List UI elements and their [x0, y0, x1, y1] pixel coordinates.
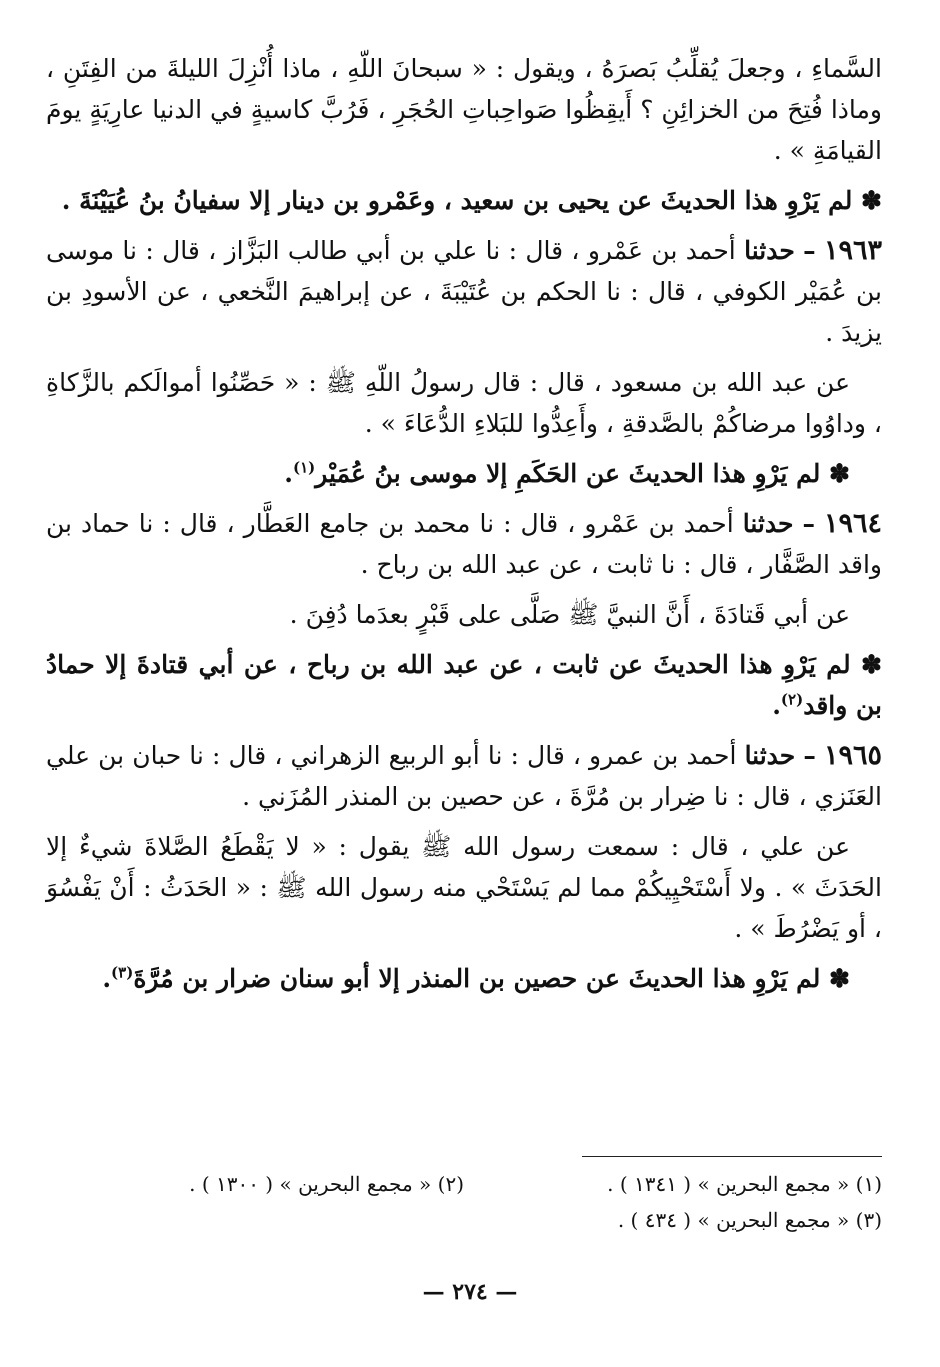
hadith-1964-matn: عن أبي قَتادَةَ ، أَنَّ النبيَّ ﷺ صَلَّى على قَبْرٍ بعدَما دُفِنَ . [289, 600, 850, 629]
hadith-1965-isnad [46, 735, 882, 817]
footnote-1: (١) « مجمع البحرين » ( ١٣٤١ ) . [607, 1172, 882, 1196]
hadith-number-1965: ١٩٦٥ [823, 740, 882, 771]
footnote-marker-2: (٢) [780, 690, 804, 709]
dash: – [802, 509, 815, 538]
narration-note-1963 [46, 453, 882, 494]
haddathana-label: حدثنا [744, 741, 796, 770]
isnad-text: أحمد بن عَمْرو ، قال : نا محمد بن جامع العَطَّار ، قال : نا حماد بن واقد الصَّفَّار ، قال : نا ثابت ، عن عبد الله بن رباح . [46, 509, 882, 579]
note-text: ✽ لم يَرْوِ هذا الحديثَ عن حصين بن المنذر إلا أبو سنان ضرار بن مُرَّةَ [133, 964, 850, 993]
note-end: . [284, 459, 293, 488]
hadith-number-1964: ١٩٦٤ [824, 508, 883, 539]
narration-note-1965 [46, 958, 882, 999]
isnad-text: أحمد بن عمرو ، قال : نا أبو الربيع الزهراني ، قال : نا حبان بن علي العَنَزي ، قال : نا ضِرار بن مُرَّةَ ، عن حصين بن المنذر المُزَني . [46, 741, 882, 811]
hadith-number-1963: ١٩٦٣ [823, 235, 882, 266]
page-body [46, 48, 882, 1008]
note-end: . [772, 691, 781, 720]
haddathana-label: حدثنا [742, 509, 794, 538]
footnote-2: (٢) « مجمع البحرين » ( ١٣٠٠ ) . [189, 1172, 464, 1196]
footnotes [46, 1166, 882, 1238]
isnad-text: أحمد بن عَمْرو ، قال : نا علي بن أبي طالب البَزَّاز ، قال : نا موسى بن عُمَيْر الكوفي ، قال : نا الحكم بن عُتَيْبَةَ ، عن إبراهيمَ النَّخعي ، عن الأسودِ بن يزيدَ . [46, 236, 882, 347]
footnote-row [46, 1166, 882, 1202]
page-number: — ٢٧٤ — [422, 1279, 518, 1305]
hadith-continuation: السَّماءِ ، وجعلَ يُقلِّبُ بَصرَهُ ، ويقول : « سبحانَ اللّهِ ، ماذا أُنْزِلَ الليلةَ من الفِتَنِ ، وماذا فُتِحَ من الخزائِنِ ؟ أَيقِظُوا صَواحِباتِ الحُجَرِ ، فَرُبَّ كاسيةٍ في الدنيا عارِيَةٍ يومَ القيامَةِ » . [46, 54, 882, 165]
narration-note-1964 [46, 644, 882, 726]
dash: – [803, 741, 816, 770]
note-text: ✽ لم يَرْوِ هذا الحديثَ عن الحَكَمِ إلا موسى بنُ عُمَيْر [315, 459, 850, 488]
hadith-1965-matn: عن علي ، قال : سمعت رسول الله ﷺ يقول : « لا يَقْطَعُ الصَّلاةَ شيءٌ إلا الحَدَثَ » . ولا أَسْتَحْيِيكُمْ مما لم يَسْتَحْي منه رسول الله ﷺ : « الحَدَثُ : أَنْ يَفْسُوَ ، أو يَضْرُطَ » . [46, 832, 882, 943]
note-end: . [102, 964, 112, 993]
narration-note-1962: ✽ لم يَرْوِ هذا الحديثَ عن يحيى بن سعيد ، وعَمْرو بن دينار إلا سفيانُ بنُ عُيَيْنَةَ . [61, 186, 882, 215]
hadith-1964-isnad [46, 503, 882, 585]
hadith-1963-isnad [46, 230, 882, 353]
hadith-1963-matn: عن عبد الله بن مسعود ، قال : قال رسولُ اللّهِ ﷺ : « حَصِّنُوا أموالَكم بالزَّكاةِ ، وداوُوا مرضاكُمْ بالصَّدقةِ ، وأَعِدُّوا للبَلاءِ الدُّعَاءَ » . [46, 368, 882, 438]
footnote-marker-1: (١) [292, 458, 316, 477]
haddathana-label: حدثنا [744, 236, 795, 265]
dash: – [803, 236, 816, 265]
note-text: ✽ لم يَرْوِ هذا الحديثَ عن ثابت ، عن عبد الله بن رباح ، عن أبي قتادةَ إلا حمادُ بن واقد [46, 650, 882, 720]
footnote-3: (٣) « مجمع البحرين » ( ٤٣٤ ) . [617, 1208, 882, 1232]
footnote-marker-3: (٣) [111, 963, 134, 982]
